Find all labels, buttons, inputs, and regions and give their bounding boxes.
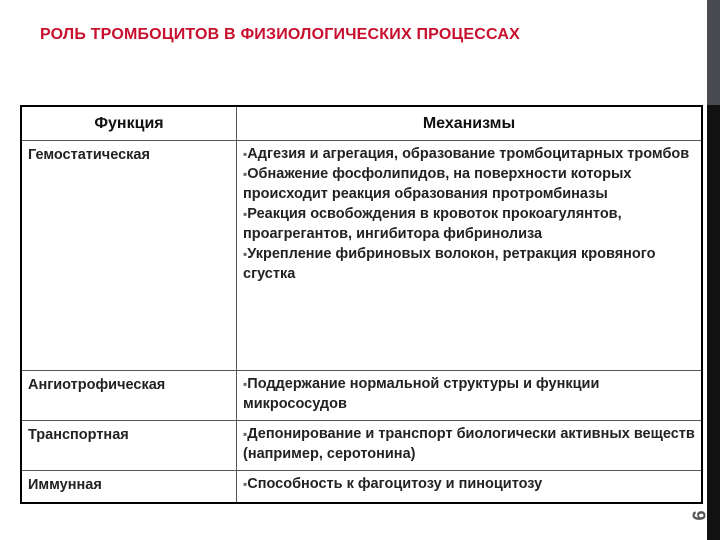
- header-function: Функция: [21, 106, 237, 141]
- mechanisms-cell: [237, 421, 703, 471]
- function-cell: Гемостатическая: [21, 141, 237, 371]
- functions-table: [20, 105, 703, 504]
- mechanisms-cell: [237, 471, 703, 503]
- function-cell: Иммунная: [21, 471, 237, 503]
- mechanism-item: ▪ Адгезия и агрегация, образование тромбоцитарных тромбов: [243, 144, 695, 164]
- mechanism-item: ▪ Депонирование и транспорт биологически активных веществ (например, серотонина): [243, 424, 695, 464]
- table-row: [21, 141, 702, 371]
- page-title: РОЛЬ ТРОМБОЦИТОВ В ФИЗИОЛОГИЧЕСКИХ ПРОЦЕССАХ: [40, 26, 520, 43]
- header-mechanisms: Механизмы: [237, 106, 703, 141]
- mechanisms-cell: [237, 141, 703, 371]
- mechanism-item: ▪ Поддержание нормальной структуры и функции микрососудов: [243, 374, 695, 414]
- mechanisms-cell: [237, 371, 703, 421]
- mechanism-item: ▪ Реакция освобождения в кровоток прокоагулянтов, проагрегантов, ингибитора фибринолиза: [243, 204, 695, 244]
- mechanism-item: ▪ Способность к фагоцитозу и пиноцитозу: [243, 474, 695, 494]
- table-row: [21, 371, 702, 421]
- side-bar-decoration-dark: [707, 105, 720, 540]
- side-bar-decoration: [707, 0, 720, 105]
- table-row: [21, 421, 702, 471]
- page-number: 9: [688, 510, 709, 521]
- mechanism-item: ▪ Обнажение фосфолипидов, на поверхности которых происходит реакция образования протромбиназы: [243, 164, 695, 204]
- table-header-row: [21, 106, 702, 141]
- function-cell: Ангиотрофическая: [21, 371, 237, 421]
- function-cell: Транспортная: [21, 421, 237, 471]
- mechanism-item: ▪ Укрепление фибриновых волокон, ретракция кровяного сгустка: [243, 244, 695, 284]
- table-row: [21, 471, 702, 503]
